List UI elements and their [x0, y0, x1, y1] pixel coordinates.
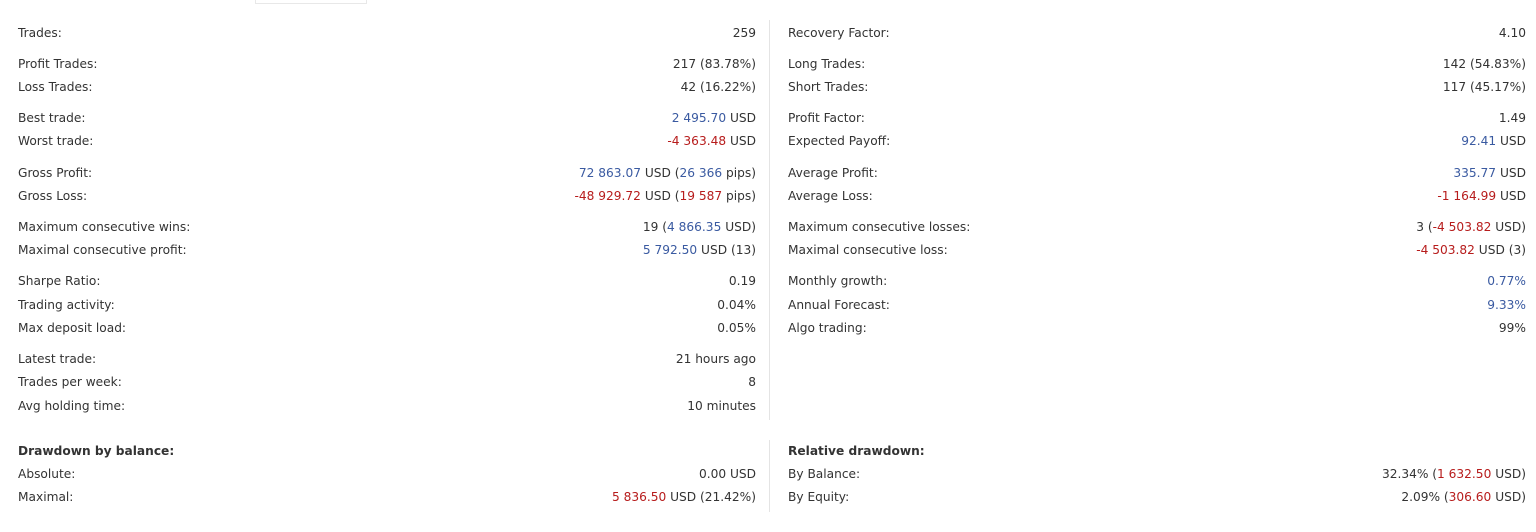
stat-by-equity [788, 489, 1526, 505]
stat-label: Recovery Factor: [788, 26, 890, 40]
amount-negative: -4 503.82 [1432, 220, 1492, 234]
stat-label: Expected Payoff: [788, 134, 891, 148]
stat-trades-per-week [18, 374, 756, 390]
amount-negative: -4 363.48 [667, 134, 727, 148]
stat-loss-trades [18, 79, 756, 95]
stat-gross-profit [18, 165, 756, 181]
stat-label: Monthly growth: [788, 274, 888, 288]
count: 19 ( [642, 220, 668, 234]
unit: USD ( [640, 166, 680, 180]
stat-value [643, 219, 756, 235]
stat-label: Maximal consecutive loss: [788, 243, 948, 257]
stat-value: 0.04% [717, 298, 756, 312]
stat-label: Annual Forecast: [788, 298, 890, 312]
stat-profit-factor [788, 110, 1526, 126]
stat-profit-trades [18, 56, 756, 72]
stat-average-loss [788, 188, 1526, 204]
stat-label: Trades per week: [18, 375, 122, 389]
stat-value [1416, 219, 1526, 235]
stat-max-consecutive-profit [18, 242, 756, 258]
stat-monthly-growth [788, 273, 1526, 289]
stat-label: Max deposit load: [18, 321, 127, 335]
stat-long-trades [788, 56, 1526, 72]
amount-negative: 1 632.50 [1437, 467, 1492, 481]
amount-positive: 4 866.35 [667, 220, 722, 234]
stat-label: Long Trades: [788, 57, 866, 71]
amount-negative: 5 836.50 [611, 490, 667, 504]
stat-value: 0.77% [1487, 274, 1526, 288]
stat-label: Worst trade: [18, 134, 94, 148]
pips-negative: 19 587 [679, 189, 723, 203]
stat-value [612, 489, 756, 505]
column-divider [769, 20, 770, 420]
amount-positive: 335.77 [1453, 166, 1497, 180]
percent: 32.34% ( [1381, 467, 1438, 481]
unit: USD (21.42%) [666, 490, 756, 504]
unit: USD ( [640, 189, 680, 203]
unit: USD [1496, 134, 1526, 148]
stat-best-trade [18, 110, 756, 126]
stat-value [643, 242, 756, 258]
stat-recovery-factor [788, 25, 1526, 41]
stat-label: Avg holding time: [18, 399, 126, 413]
unit: USD) [721, 220, 756, 234]
stat-label: Best trade: [18, 111, 86, 125]
stat-label: Gross Profit: [18, 166, 93, 180]
stat-value [1453, 165, 1526, 181]
stat-label: Algo trading: [788, 321, 867, 335]
stat-value: 99% [1498, 321, 1526, 335]
stat-trading-activity [18, 297, 756, 313]
amount-negative: -4 503.82 [1416, 243, 1475, 257]
pips-positive: 26 366 [679, 166, 723, 180]
percent: 2.09% ( [1401, 490, 1449, 504]
stat-label: Average Profit: [788, 166, 878, 180]
stat-worst-trade [18, 133, 756, 149]
stat-latest-trade [18, 351, 756, 367]
stat-value: 21 hours ago [675, 352, 756, 366]
unit: USD [726, 111, 756, 125]
amount-positive: 72 863.07 [578, 166, 641, 180]
stat-value: 259 [732, 26, 756, 40]
stat-max-deposit-load [18, 320, 756, 336]
stat-label: Trades: [18, 26, 62, 40]
stat-value: 9.33% [1487, 298, 1526, 312]
stat-label: Maximum consecutive wins: [18, 220, 191, 234]
stat-max-consecutive-loss [788, 242, 1526, 258]
stat-value [1382, 466, 1526, 482]
amount-negative: -48 929.72 [574, 189, 641, 203]
amount-negative: -1 164.99 [1437, 189, 1497, 203]
unit: USD [1496, 189, 1526, 203]
stat-value [1461, 133, 1526, 149]
stat-annual-forecast [788, 297, 1526, 313]
stat-algo-trading [788, 320, 1526, 336]
stat-avg-holding-time [18, 398, 756, 414]
stat-label: Short Trades: [788, 80, 869, 94]
column-divider [769, 440, 770, 512]
amount-negative: 306.60 [1448, 490, 1492, 504]
stat-trades [18, 25, 756, 41]
stat-value: 1.49 [1498, 111, 1526, 125]
stat-gross-loss [18, 188, 756, 204]
stat-label: Absolute: [18, 467, 76, 481]
stat-expected-payoff [788, 133, 1526, 149]
unit: USD) [1491, 220, 1526, 234]
amount-positive: 2 495.70 [671, 111, 727, 125]
stat-label: Latest trade: [18, 352, 97, 366]
stat-label: Maximal: [18, 490, 74, 504]
stat-value: 4.10 [1498, 26, 1526, 40]
stat-value: 8 [748, 375, 756, 389]
stat-value [579, 165, 756, 181]
stat-max-consecutive-losses [788, 219, 1526, 235]
unit: USD [1496, 166, 1526, 180]
stat-label: Profit Factor: [788, 111, 865, 125]
stat-short-trades [788, 79, 1526, 95]
stat-label: Profit Trades: [18, 57, 98, 71]
stat-value [672, 110, 756, 126]
stat-label: Loss Trades: [18, 80, 93, 94]
stat-label: By Equity: [788, 490, 850, 504]
relative-drawdown-heading [788, 443, 1526, 459]
count: 3 ( [1416, 220, 1433, 234]
unit: USD) [1491, 490, 1526, 504]
stat-value: 217 (83.78%) [672, 57, 756, 71]
stat-value: 142 (54.83%) [1442, 57, 1526, 71]
stat-value [1437, 188, 1526, 204]
unit: USD) [1491, 467, 1526, 481]
stat-max-consecutive-wins [18, 219, 756, 235]
stat-value [1416, 242, 1526, 258]
stat-average-profit [788, 165, 1526, 181]
stat-value [1401, 489, 1526, 505]
stat-value: 0.05% [717, 321, 756, 335]
unit: pips) [722, 189, 756, 203]
stat-value: 117 (45.17%) [1442, 80, 1526, 94]
unit: USD (3) [1474, 243, 1526, 257]
unit: pips) [722, 166, 756, 180]
stat-label: Maximum consecutive losses: [788, 220, 971, 234]
stat-label: Gross Loss: [18, 189, 88, 203]
drawdown-by-balance-heading [18, 443, 756, 459]
unit: USD [726, 134, 756, 148]
stat-value: 42 (16.22%) [680, 80, 756, 94]
section-heading: Drawdown by balance: [18, 444, 175, 458]
stat-value: 10 minutes [687, 399, 756, 413]
stat-label: By Balance: [788, 467, 861, 481]
stat-value [575, 188, 756, 204]
top-tab-edge [255, 0, 367, 4]
unit: USD (13) [697, 243, 756, 257]
stat-by-balance [788, 466, 1526, 482]
stat-label: Trading activity: [18, 298, 115, 312]
stat-value: 0.00 USD [698, 467, 756, 481]
stat-label: Sharpe Ratio: [18, 274, 101, 288]
amount-positive: 5 792.50 [642, 243, 698, 257]
stat-absolute [18, 466, 756, 482]
stat-label: Average Loss: [788, 189, 873, 203]
stat-maximal [18, 489, 756, 505]
amount-positive: 92.41 [1461, 134, 1497, 148]
stat-value [667, 133, 756, 149]
section-heading: Relative drawdown: [788, 444, 925, 458]
stat-label: Maximal consecutive profit: [18, 243, 187, 257]
stat-value: 0.19 [728, 274, 756, 288]
stat-sharpe-ratio [18, 273, 756, 289]
